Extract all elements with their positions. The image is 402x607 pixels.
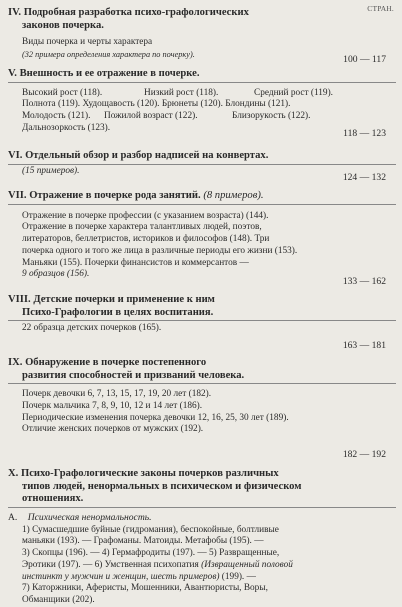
section-vii-line-6: 9 образцов (156). (22, 269, 90, 280)
section-v (8, 68, 396, 135)
section-x-rule (8, 507, 396, 508)
section-iv-line-1: Виды почерка и черты характера (22, 37, 153, 47)
section-v-youth: Молодость (121). (22, 111, 91, 122)
section-ix-rule (8, 383, 396, 384)
section-viii-title-1: VIII. Детские почерки и применение к ним (8, 294, 215, 305)
subsection-a-label: А. (8, 511, 18, 523)
section-vi-rule (8, 164, 396, 165)
section-iv-line-2: (32 примера определения характера по почерку). (22, 49, 195, 59)
section-ix-title-1: IX. Обнаружение в почерке постепенного (8, 357, 207, 368)
section-x-line-4b: (Извращенный половой (201, 559, 293, 570)
section-vii-rule (8, 204, 396, 205)
section-x-title-2: типов людей, ненормальных в психическом и физическом (22, 480, 302, 492)
section-iv-pages: 100 — 117 (343, 54, 386, 65)
section-vii-line-3: литераторов, беллетристов, историков и философов (148). Три (22, 234, 270, 245)
section-v-title: V. Внешность и ее отражение в почерке. (8, 68, 200, 79)
section-ix (8, 357, 396, 436)
section-viii-title-2: Психо-Графологии в целях воспитания. (22, 306, 214, 318)
section-viii-rule (8, 320, 396, 321)
section-vi-sub: (15 примеров). (22, 165, 80, 176)
section-v-low: Низкий рост (118). (144, 87, 219, 98)
section-vii-title: VII. Отражение в почерке рода занятий. (8, 190, 201, 201)
section-viii-line-1: 22 образца детских почерков (165). (22, 323, 162, 333)
section-x-line-2: маньяки (193). — Графоманы. Матоиды. Метафобы (195). — (22, 536, 264, 547)
section-ix-title-2: развития способностей и призваний человека. (22, 369, 245, 381)
section-iv-title-1: IV. Подробная разработка психо-графологических (8, 7, 249, 18)
section-iv (8, 7, 396, 61)
section-vii-pages: 133 — 162 (342, 276, 386, 287)
section-ix-line-3: Периодические изменения почерка девочки 12, 16, 25, 30 лет (189). (22, 412, 289, 423)
section-v-elderly: Пожилой возраст (122). (104, 111, 198, 122)
section-v-medium: Средний рост (119). (254, 87, 333, 98)
section-vi-pages: 124 — 132 (342, 172, 386, 183)
section-x (8, 468, 396, 607)
section-vi-title: VI. Отдельный обзор и разбор надписей на конвертах. (8, 150, 269, 161)
page-column-header: СТРАН. (367, 4, 394, 13)
section-x-line-7: Обманщики (202). (22, 595, 95, 606)
section-x-title-1: X. Психо-Графологические законы почерков различных (8, 468, 279, 479)
section-vii (8, 190, 396, 281)
section-ix-line-1: Почерк девочки 6, 7, 13, 15, 17, 19, 20 лет (182). (22, 389, 212, 399)
section-v-line-2: Полнота (119). Худощавость (120). Брюнеты (120). Блондины (121). (22, 99, 291, 110)
section-ix-pages: 182 — 192 (342, 449, 386, 460)
section-x-line-3: 3) Скопцы (196). — 4) Гермафродиты (197). — 5) Развращенные, (22, 548, 280, 559)
section-v-high: Высокий рост (118). (22, 87, 103, 98)
section-v-rule (8, 82, 396, 83)
section-v-myopia: Близорукость (122). (232, 111, 311, 122)
section-viii (8, 294, 396, 335)
section-vii-line-2: Отражение в почерке характера талантливых людей, поэтов, (22, 222, 262, 233)
section-x-line-5b: (199). — (221, 571, 256, 582)
section-ix-line-4: Отличие женских почерков от мужских (192). (22, 424, 204, 435)
section-v-line-4: Дальнозоркость (123). (22, 122, 111, 133)
section-vi (8, 150, 396, 177)
section-viii-pages: 163 — 181 (342, 340, 386, 351)
section-v-pages: 118 — 123 (343, 128, 386, 139)
section-x-line-4a: Эротики (197). — 6) Умственная психопатия (22, 559, 199, 570)
section-iv-title-2: законов почерка. (22, 19, 104, 31)
section-vii-line-5: Маньяки (155). Почерки финансистов и коммерсантов — (22, 257, 249, 268)
section-vii-title-note: (8 примеров). (203, 190, 264, 201)
subsection-a-title: Психическая ненормальность. (27, 511, 152, 523)
section-vii-line-1: Отражение в почерке профессии (с указанием возраста) (144). (22, 210, 269, 221)
section-vii-line-4: почерка одного и того же лица в различные периоды его жизни (153). (22, 245, 298, 256)
section-x-line-5a: инстинкт у мужчин и женщин, шесть примеров) (22, 571, 220, 582)
section-x-line-1: 1) Сумасшедшие буйные (гидромания), беспокойные, болтливые (22, 524, 279, 535)
section-x-title-3: отношениях. (22, 493, 84, 504)
section-x-line-6: 7) Каторжники, Аферисты, Мошенники, Авантюристы, Воры, (22, 583, 268, 594)
section-ix-line-2: Почерк мальчика 7, 8, 9, 10, 12 и 14 лет (186). (22, 400, 203, 411)
